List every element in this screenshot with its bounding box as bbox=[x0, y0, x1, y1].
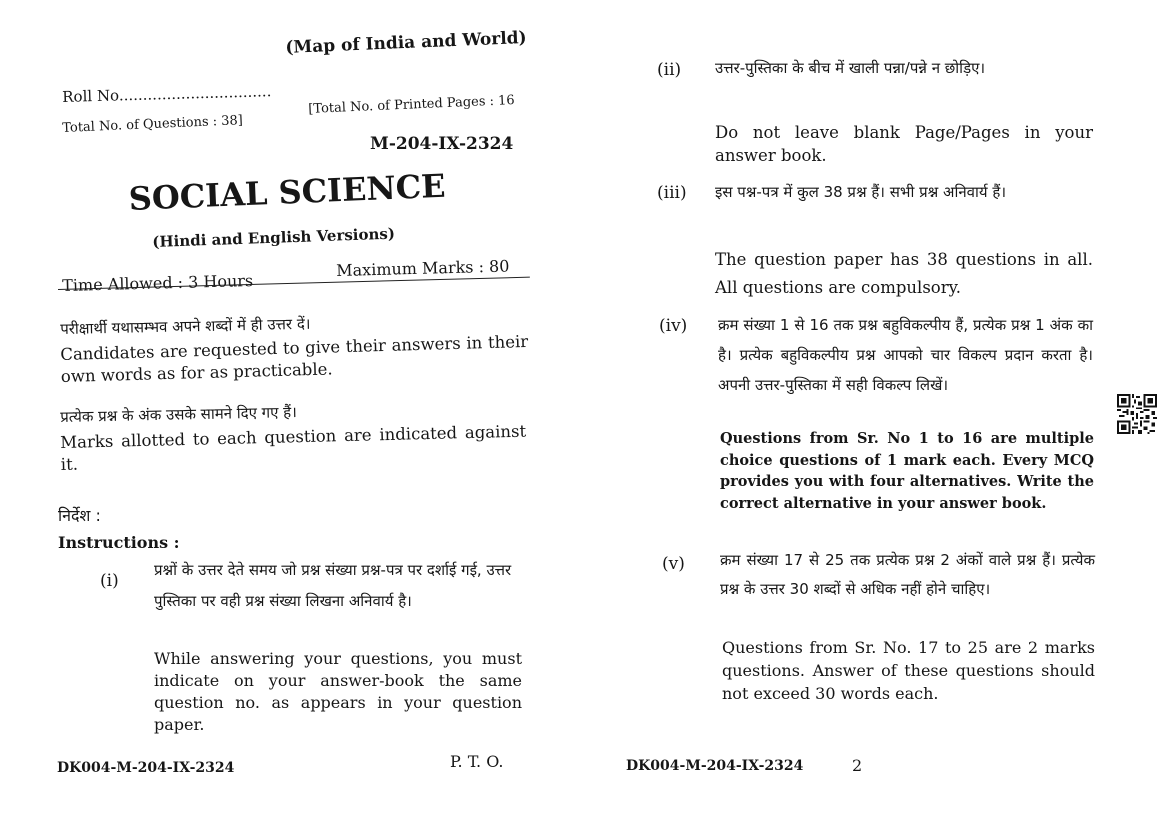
item-ii-english: Do not leave blank Page/Pages in your answer book. bbox=[715, 123, 1093, 165]
left-footer-code: DK004-M-204-IX-2324 bbox=[57, 760, 235, 776]
english-own-words-note: Candidates are requested to give their answers in their own words as for as practicable. bbox=[60, 331, 529, 386]
item-v-english: Questions from Sr. No. 17 to 25 are 2 marks questions. Answer of these questions should not exceed 30 words each. bbox=[722, 638, 1095, 703]
pto-label: P. T. O. bbox=[450, 752, 504, 771]
item-iii-english: The question paper has 38 questions in all. All questions are compulsory. bbox=[715, 250, 1093, 297]
item-iv-number: (iv) bbox=[659, 316, 688, 336]
hindi-instructions-heading: निर्देश : bbox=[58, 506, 101, 525]
maximum-marks: Maximum Marks : 80 bbox=[336, 256, 510, 280]
item-ii-hindi: उत्तर-पुस्तिका के बीच में खाली पन्ना/पन्ने न छोड़िए। bbox=[715, 59, 986, 77]
time-allowed: Time Allowed : 3 Hours bbox=[62, 271, 254, 295]
total-printed-pages: [Total No. of Printed Pages : 16 bbox=[308, 92, 515, 117]
total-questions: Total No. of Questions : 38] bbox=[62, 113, 244, 136]
item-iii-hindi: इस पश्न-पत्र में कुल 38 प्रश्न हैं। सभी प्रश्न अनिवार्य हैं। bbox=[715, 183, 1007, 201]
instructions-heading: Instructions : bbox=[58, 533, 180, 552]
page-number: 2 bbox=[852, 756, 863, 775]
item-v-hindi: क्रम संख्या 17 से 25 तक प्रत्येक प्रश्न 2 अंकों वाले प्रश्न हैं। प्रत्येक प्रश्न के उत्तर 30 शब्दों से अधिक नहीं होने चाहिए। bbox=[720, 551, 1095, 598]
subject-title: SOCIAL SCIENCE bbox=[128, 166, 447, 218]
item-i-english: While answering your questions, you must indicate on your answer-book the same question no. as appears in your question paper. bbox=[154, 649, 522, 734]
hindi-own-words-note: परीक्षार्थी यथासम्भव अपने शब्दों में ही उत्तर दें। bbox=[60, 314, 311, 338]
right-footer-code: DK004-M-204-IX-2324 bbox=[626, 758, 804, 774]
hindi-marks-note: प्रत्येक प्रश्न के अंक उसके सामने दिए गए हैं। bbox=[60, 403, 298, 426]
english-marks-note: Marks allotted to each question are indicated against it. bbox=[60, 421, 527, 474]
item-iv-english: Questions from Sr. No 1 to 16 are multiple choice questions of 1 mark each. Every MCQ provides you with four alternatives. Write the correct alternative in your answer book. bbox=[720, 430, 1094, 512]
right-page bbox=[584, 0, 1169, 827]
versions-subtitle: (Hindi and English Versions) bbox=[152, 224, 396, 251]
qr-code-icon bbox=[1117, 394, 1157, 434]
left-page bbox=[0, 0, 584, 827]
item-i-number: (i) bbox=[100, 571, 119, 591]
paper-code: M-204-IX-2324 bbox=[370, 134, 514, 154]
roll-number-field: Roll No................................ bbox=[62, 82, 272, 106]
item-iii-number: (iii) bbox=[657, 183, 687, 203]
item-iv-hindi: क्रम संख्या 1 से 16 तक प्रश्न बहुविकल्पीय हैं, प्रत्येक प्रश्न 1 अंक का है। प्रत्येक बहुविकल्पीय प्रश्न आपको चार विकल्प प्रदान करता है। अपनी उत्तर-पुस्तिका में सही विकल्प लिखें। bbox=[718, 316, 1093, 394]
item-i-hindi: प्रश्नों के उत्तर देते समय जो प्रश्न संख्या प्रश्न-पत्र पर दर्शाई गई, उत्तर पुस्तिका पर वही प्रश्न संख्या लिखना अनिवार्य है। bbox=[154, 561, 512, 610]
item-v-number: (v) bbox=[662, 554, 685, 574]
map-title: (Map of India and World) bbox=[285, 27, 528, 58]
item-ii-number: (ii) bbox=[657, 60, 682, 80]
